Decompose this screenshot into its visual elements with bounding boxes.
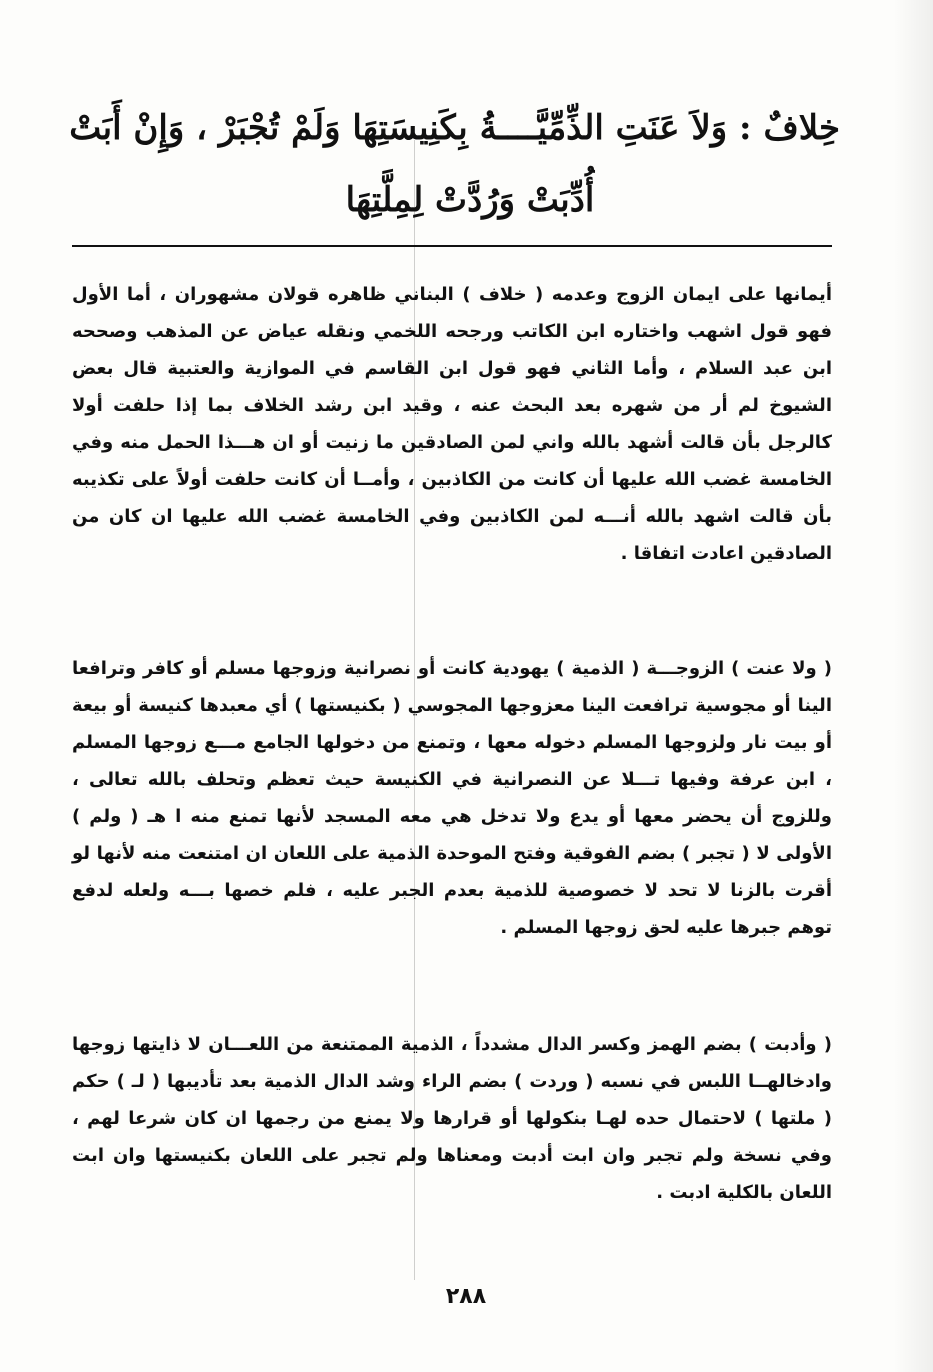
heading-divider-rule <box>72 245 832 247</box>
heading-line-1: خِلافٌ : وَلاَ عَنَتِ الذِّمِّيَّــــةُ بِكَنِيسَتِهَا وَلَمْ تُجْبَرْ ، وَإِنْ أَبَتْ <box>69 108 840 148</box>
heading-line-2: أُدِّبَتْ وَرُدَّتْ لِمِلَّتِهَا <box>345 180 595 220</box>
body-paragraph-1: أيمانها على ايمان الزوج وعدمه ( خلاف ) البناني ظاهره قولان مشهوران ، أما الأول فهو قول اشهب واختاره ابن الكاتب ورجحه اللخمي ونقله عياض عن المذهب وصححه ابن عبد السلام ، وأما الثاني فهو قول ابن القاسم في الموازية والعتبية قال بعض الشيوخ لم أر من شهره بعد البحث عنه ، وقيد ابن رشد الخلاف بما إذا حلفت أولا كالرجل بأن قالت أشهد بالله واني لمن الصادقين ما زنيت أو ان هـــذا الحمل منه وفي الخامسة غضب الله عليها أن كانت من الكاذبين ، وأمــا أن كانت حلفت أولاً على تكذيبه بأن قالت اشهد بالله أنـــه لمن الكاذبين وفي الخامسة غضب الله عليها ان كان من الصادقين اعادت اتفاقا . <box>72 284 832 564</box>
page-number: ٢٨٨ <box>445 1284 487 1309</box>
page-gutter-shadow <box>893 0 933 1372</box>
body-paragraph-2: ( ولا عنت ) الزوجـــة ( الذمية ) يهودية كانت أو نصرانية وزوجها مسلم أو كافر وترافعا الينا أو مجوسية ترافعت الينا معزوجها المجوسي ( بكنيستها ) أي معبدها كنيسة أو بيعة أو بيت نار ولزوجها المسلم دخوله معها ، وتمنع من دخولها الجامع مـــع زوجها المسلم ، ابن عرفة وفيها تـــلا عن النصرانية في الكنيسة حيث تعظم وتحلف بالله تعالى ، وللزوج أن يحضر معها أو يدع ولا تدخل هي معه المسجد لأنها تمنع منه ا هـ ( ولم ) الأولى لا ( تجبر ) بضم الفوقية وفتح الموحدة الذمية على اللعان ان امتنعت منه لأنها لو أقرت بالزنا لا تحد لا خصوصية للذمية بعدم الجبر عليه ، فلم خصها بـــه ولعله لدفع توهم جبرها عليه لحق زوجها المسلم . <box>72 658 832 938</box>
body-paragraph-3: ( وأدبت ) بضم الهمز وكسر الدال مشدداً ، الذمية الممتنعة من اللعـــان لا ذايتها زوجها وادخالهــا اللبس في نسبه ( وردت ) بضم الراء وشد الدال الذمية بعد تأديبها ( لـ ) حكم ( ملتها ) لاحتمال حده لهـا بنكولها أو قرارها ولا يمنع من رجمها ان كان شرعا لهم ، وفي نسخة ولم تجبر وان ابت أدبت ومعناها ولم تجبر على اللعان بكنيستها وان ابت اللعان بالكلية ادبت . <box>72 1034 832 1203</box>
